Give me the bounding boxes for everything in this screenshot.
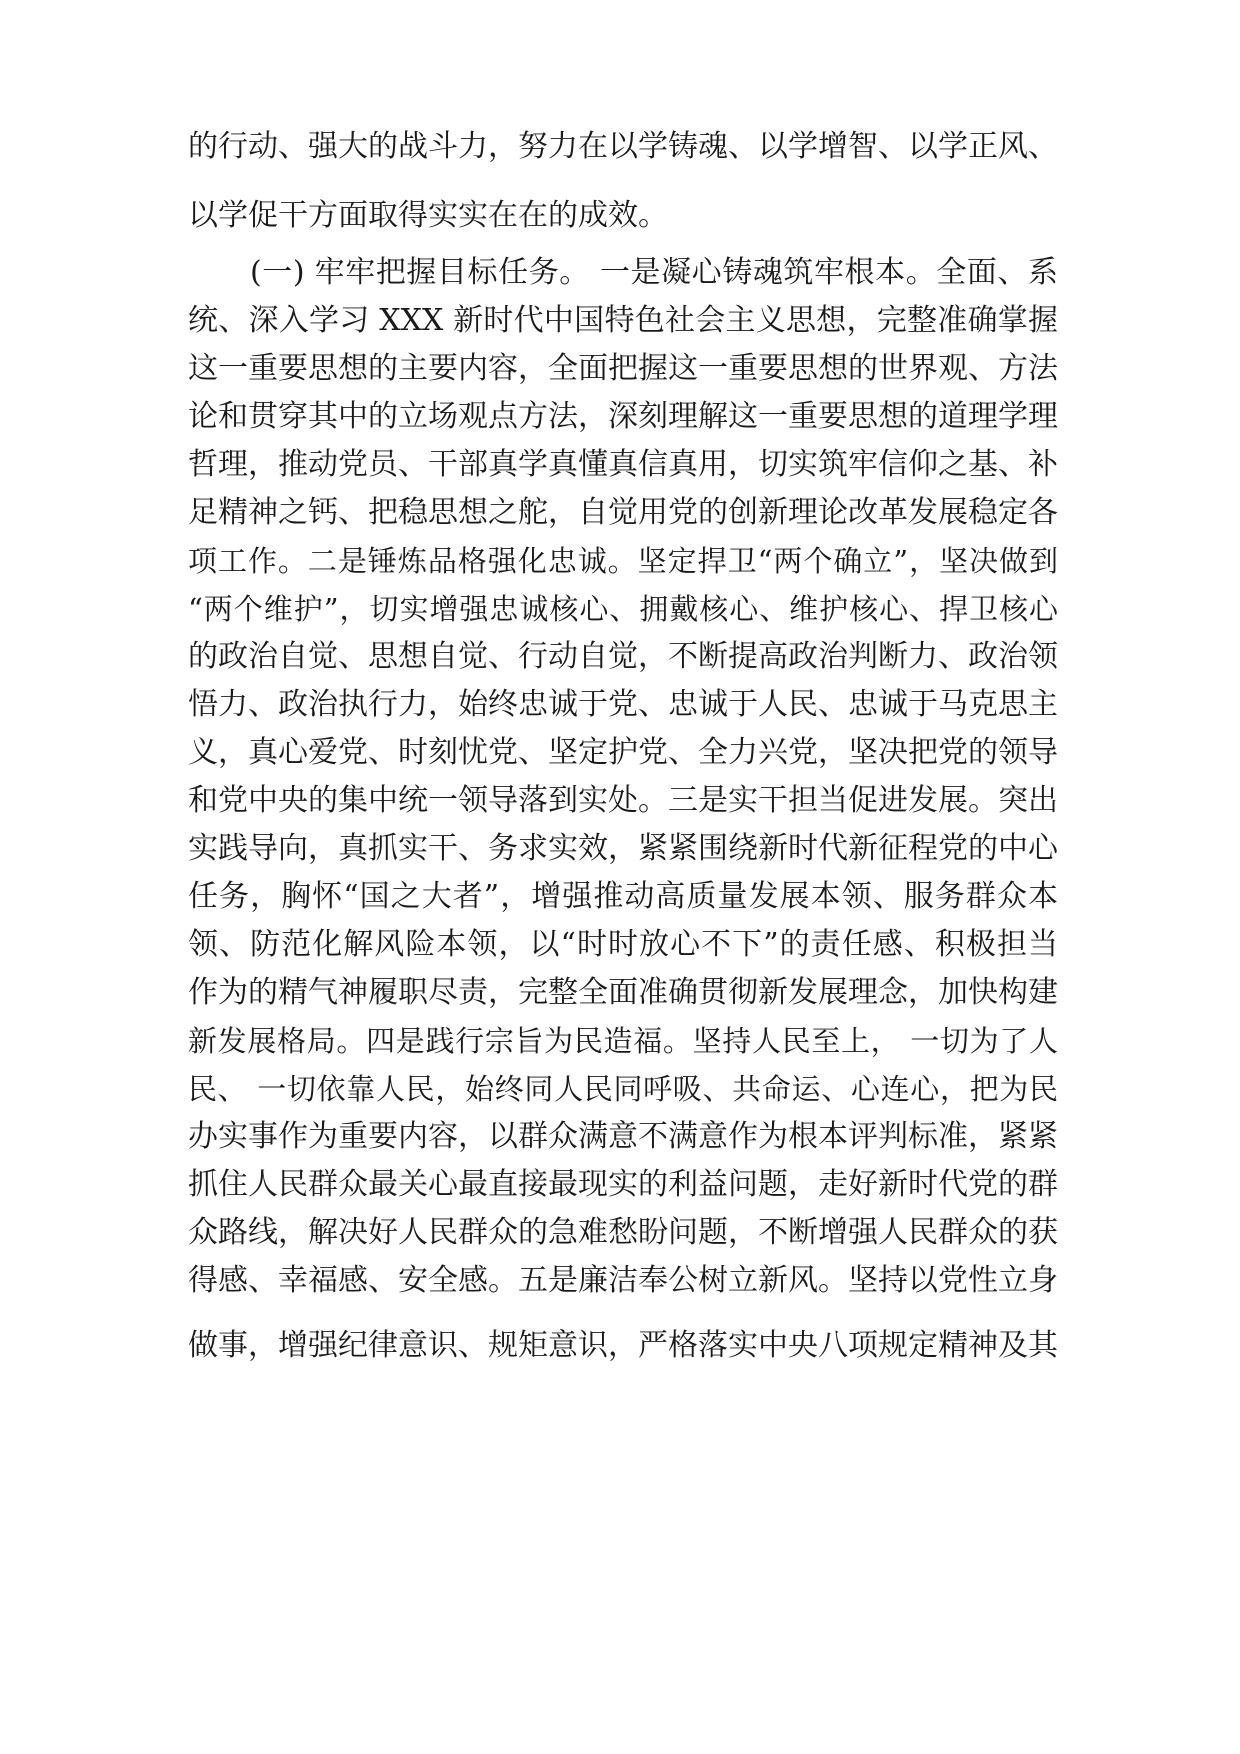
section-heading-line: (一) 牢牢把握目标任务。 一是凝心铸魂筑牢根本。全面、系 [250, 255, 1058, 290]
text-line: 悟力、政治执行力，始终忠诚于党、忠诚于人民、忠诚于马克思主 [188, 687, 1058, 722]
text-line: 和党中央的集中统一领导落到实处。三是实干担当促进发展。突出 [188, 783, 1058, 818]
text-line: 项工作。二是锤炼品格强化忠诚。坚定捍卫“两个确立”，坚决做到 [188, 544, 1058, 578]
text-line: 统、深入学习 XXX 新时代中国特色社会主义思想，完整准确掌握 [188, 303, 1058, 338]
text-line: 领、防范化解风险本领，以“时时放心不下”的责任感、积极担当 [188, 927, 1058, 962]
text-line: 以学促干方面取得实实在在的成效。 [188, 198, 668, 233]
text-line: 义，真心爱党、时刻忧党、坚定护党、全力兴党，坚决把党的领导 [188, 735, 1058, 770]
text-line: 论和贯穿其中的立场观点方法，深刻理解这一重要思想的道理学理 [188, 399, 1058, 434]
text-line: 任务，胸怀“国之大者”，增强推动高质量发展本领、服务群众本 [188, 879, 1058, 914]
text-line: 新发展格局。四是践行宗旨为民造福。坚持人民至上， 一切为了人 [188, 1024, 1058, 1058]
text-line: 的政治自觉、思想自觉、行动自觉，不断提高政治判断力、政治领 [188, 639, 1058, 674]
text-line: 哲理，推动党员、干部真学真懂真信真用，切实筑牢信仰之基、补 [188, 447, 1058, 482]
text-line: 足精神之钙、把稳思想之舵，自觉用党的创新理论改革发展稳定各 [188, 495, 1058, 530]
text-line: 民、 一切依靠人民，始终同人民同呼吸、共命运、心连心，把为民 [188, 1072, 1058, 1106]
text-line: 做事，增强纪律意识、规矩意识，严格落实中央八项规定精神及其 [188, 1328, 1058, 1363]
text-line: 的行动、强大的战斗力，努力在以学铸魂、以学增智、以学正风、 [188, 129, 1058, 164]
text-line: 这一重要思想的主要内容，全面把握这一重要思想的世界观、方法 [188, 351, 1058, 386]
text-line: 实践导向，真抓实干、务求实效，紧紧围绕新时代新征程党的中心 [188, 831, 1058, 866]
text-line: 办实事作为重要内容，以群众满意不满意作为根本评判标准，紧紧 [188, 1119, 1058, 1154]
text-line: 抓住人民群众最关心最直接最现实的利益问题，走好新时代党的群 [188, 1167, 1058, 1202]
text-line: “两个维护”，切实增强忠诚核心、拥戴核心、维护核心、捍卫核心 [188, 592, 1058, 626]
text-line: 作为的精气神履职尽责，完整全面准确贯彻新发展理念，加快构建 [188, 975, 1058, 1010]
text-line: 得感、幸福感、安全感。五是廉洁奉公树立新风。坚持以党性立身 [188, 1263, 1058, 1298]
text-line: 众路线，解决好人民群众的急难愁盼问题，不断增强人民群众的获 [188, 1215, 1058, 1250]
